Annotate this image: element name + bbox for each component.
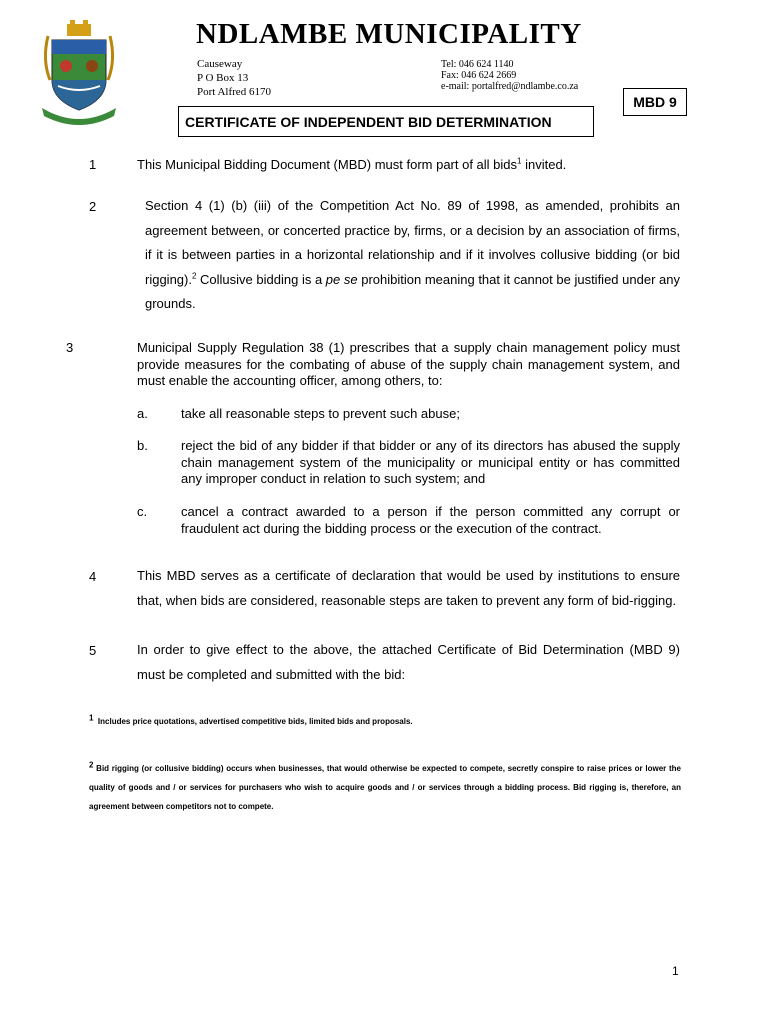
item-letter: b. bbox=[137, 438, 148, 453]
item-letter: c. bbox=[137, 504, 148, 519]
paragraph-4: This MBD serves as a certificate of declaration that would be used by institutions to ensure that, when bids are considered, reasonable steps are taken to prevent any form of bid-rigging. bbox=[137, 568, 680, 608]
footnote-ref: 2 bbox=[191, 271, 197, 281]
paragraph-5: In order to give effect to the above, the attached Certificate of Bid Determination (MBD 9) must be completed and submitted with the bid: bbox=[137, 642, 680, 682]
paragraph-number: 1 bbox=[89, 157, 97, 172]
email: e-mail: portalfred@ndlambe.co.za bbox=[441, 81, 579, 92]
form-code: MBD 9 bbox=[633, 94, 677, 110]
paragraph-text: prohibition meaning that it cannot be justified under any grounds. bbox=[145, 271, 680, 311]
italic-term: pe se bbox=[325, 271, 358, 287]
footnote-2 bbox=[89, 759, 681, 816]
address-block bbox=[197, 58, 271, 98]
item-text: reject the bid of any bidder if that bidder or any of its directors has abused the supply chain management system of the municipality or municipal entity or has committed any improper conduct in relation to such system; and bbox=[181, 438, 680, 486]
paragraph-number: 4 bbox=[89, 569, 97, 584]
paragraph-text: Collusive bidding is a bbox=[196, 271, 326, 287]
item-text: cancel a contract awarded to a person if the person committed any corrupt or fraudulent act during the bidding process or the execution of the contract. bbox=[181, 504, 680, 536]
footnote-text: Includes price quotations, advertised competitive bids, limited bids and proposals. bbox=[97, 717, 413, 726]
document-title-box bbox=[178, 106, 594, 137]
address-line: Port Alfred 6170 bbox=[197, 86, 271, 98]
paragraph-3: Municipal Supply Regulation 38 (1) prescribes that a supply chain management policy must provide measures for the combating of abuse of the supply chain management system, and must enable the accounting officer, among others, to: bbox=[137, 340, 680, 388]
municipality-title: NDLAMBE MUNICIPALITY bbox=[196, 18, 582, 50]
paragraph-number: 2 bbox=[89, 199, 97, 214]
paragraph-text: This Municipal Bidding Document (MBD) must form part of all bids bbox=[137, 157, 518, 172]
footnote-mark: 2 bbox=[89, 760, 94, 770]
document-title: CERTIFICATE OF INDEPENDENT BID DETERMINATION bbox=[185, 113, 552, 130]
paragraph-number: 3 bbox=[66, 340, 74, 355]
form-code-box bbox=[623, 88, 687, 116]
item-letter: a. bbox=[137, 406, 148, 421]
item-text: take all reasonable steps to prevent such abuse; bbox=[181, 406, 460, 421]
contact-block bbox=[441, 59, 578, 92]
telephone: Tel: 046 624 1140 bbox=[441, 59, 514, 70]
footnote-mark: 1 bbox=[89, 713, 94, 723]
footnote-text: Bid rigging (or collusive bidding) occurs when businesses, that would otherwise be expected to compete, secretly conspire to raise prices or lower the quality of goods and / or services for purchasers who wish to acquire goods and / or services through a bidding process. Bid rigging is, therefore, an agreement between competitors not to compete. bbox=[89, 764, 681, 811]
municipal-crest-logo bbox=[40, 20, 118, 128]
footnote-1 bbox=[89, 712, 684, 731]
paragraph-text: Section 4 (1) (b) (iii) of the Competition Act No. 89 of 1998, as amended, prohibits an agreement between, or concerted practice by, firms, or a decision by an association of firms, if it is between parties in a horizontal relationship and if it involves collusive bidding (or bid rigging). bbox=[145, 198, 680, 287]
page-number: 1 bbox=[672, 964, 679, 978]
paragraph-2 bbox=[145, 194, 680, 317]
paragraph-1 bbox=[137, 157, 682, 172]
paragraph-text: invited. bbox=[521, 157, 567, 172]
paragraph-number: 5 bbox=[89, 643, 97, 658]
address-line: Causeway bbox=[197, 58, 243, 70]
footnote-ref: 1 bbox=[517, 156, 522, 166]
fax: Fax: 046 624 2669 bbox=[441, 70, 517, 81]
address-line: P O Box 13 bbox=[197, 72, 249, 84]
